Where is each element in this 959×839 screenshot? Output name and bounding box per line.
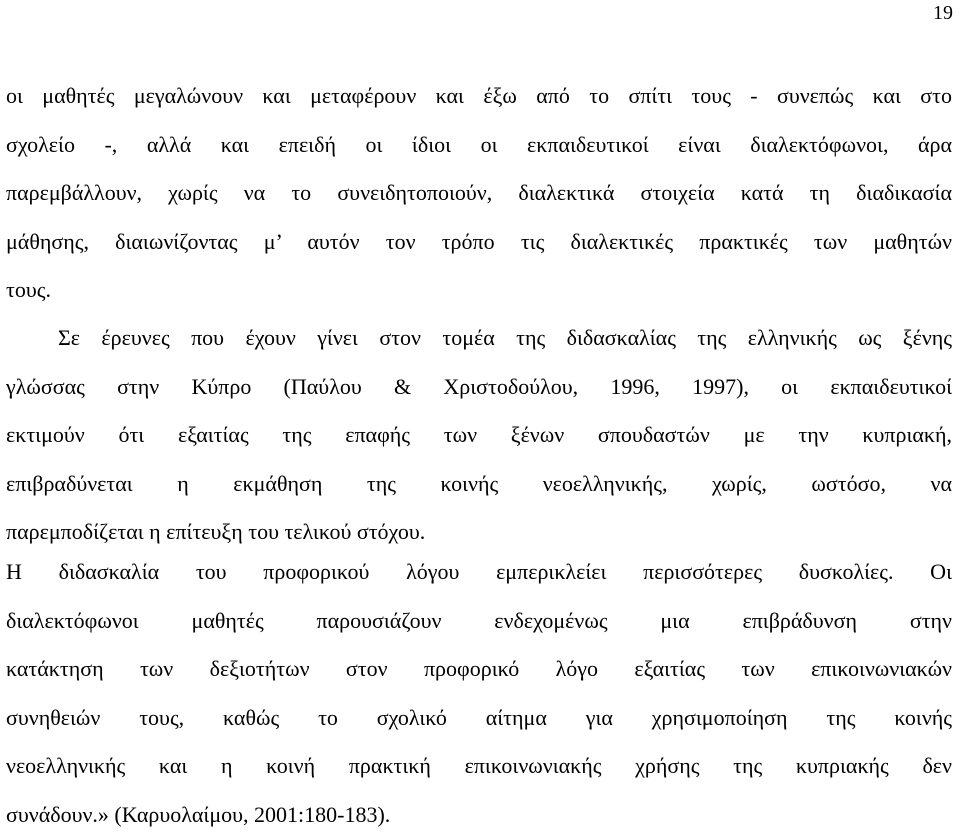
text-line: κατάκτηση των δεξιοτήτων στον προφορικό λόγο εξαιτίας των επικοινωνιακών [6, 645, 952, 694]
text-line: γλώσσας στην Κύπρο (Παύλου & Χριστοδούλου, 1996, 1997), οι εκπαιδευτικοί [6, 363, 952, 412]
paragraph-3 [6, 548, 952, 839]
paragraph-2 [6, 314, 952, 557]
text-line: Η διδασκαλία του προφορικού λόγου εμπερικλείει περισσότερες δυσκολίες. Οι [6, 548, 952, 597]
text-line: οι μαθητές μεγαλώνουν και μεταφέρουν και έξω από το σπίτι τους - συνεπώς και στο [6, 72, 952, 121]
text-line: επιβραδύνεται η εκμάθηση της κοινής νεοελληνικής, χωρίς, ωστόσο, να [6, 460, 952, 509]
text-line: συνάδουν.» (Καρυολαίμου, 2001:180-183). [6, 791, 952, 839]
text-line: παρεμποδίζεται η επίτευξη του τελικού στόχου. [6, 508, 952, 557]
text-line: συνηθειών τους, καθώς το σχολικό αίτημα για χρησιμοποίηση της κοινής [6, 694, 952, 743]
text-line: παρεμβάλλουν, χωρίς να το συνειδητοποιούν, διαλεκτικά στοιχεία κατά τη διαδικασία [6, 169, 952, 218]
paragraph-1 [6, 72, 952, 315]
text-line: τους. [6, 266, 952, 315]
text-line: σχολείο -, αλλά και επειδή οι ίδιοι οι εκπαιδευτικοί είναι διαλεκτόφωνοι, άρα [6, 121, 952, 170]
text-line: νεοελληνικής και η κοινή πρακτική επικοινωνιακής χρήσης της κυπριακής δεν [6, 742, 952, 791]
text-line: εκτιμούν ότι εξαιτίας της επαφής των ξένων σπουδαστών με την κυπριακή, [6, 411, 952, 460]
text-line: μάθησης, διαιωνίζοντας μ’ αυτόν τον τρόπο τις διαλεκτικές πρακτικές των μαθητών [6, 218, 952, 267]
text-line: διαλεκτόφωνοι μαθητές παρουσιάζουν ενδεχομένως μια επιβράδυνση στην [6, 597, 952, 646]
text-line: Σε έρευνες που έχουν γίνει στον τομέα της διδασκαλίας της ελληνικής ως ξένης [6, 314, 952, 363]
page-number: 19 [933, 2, 953, 24]
